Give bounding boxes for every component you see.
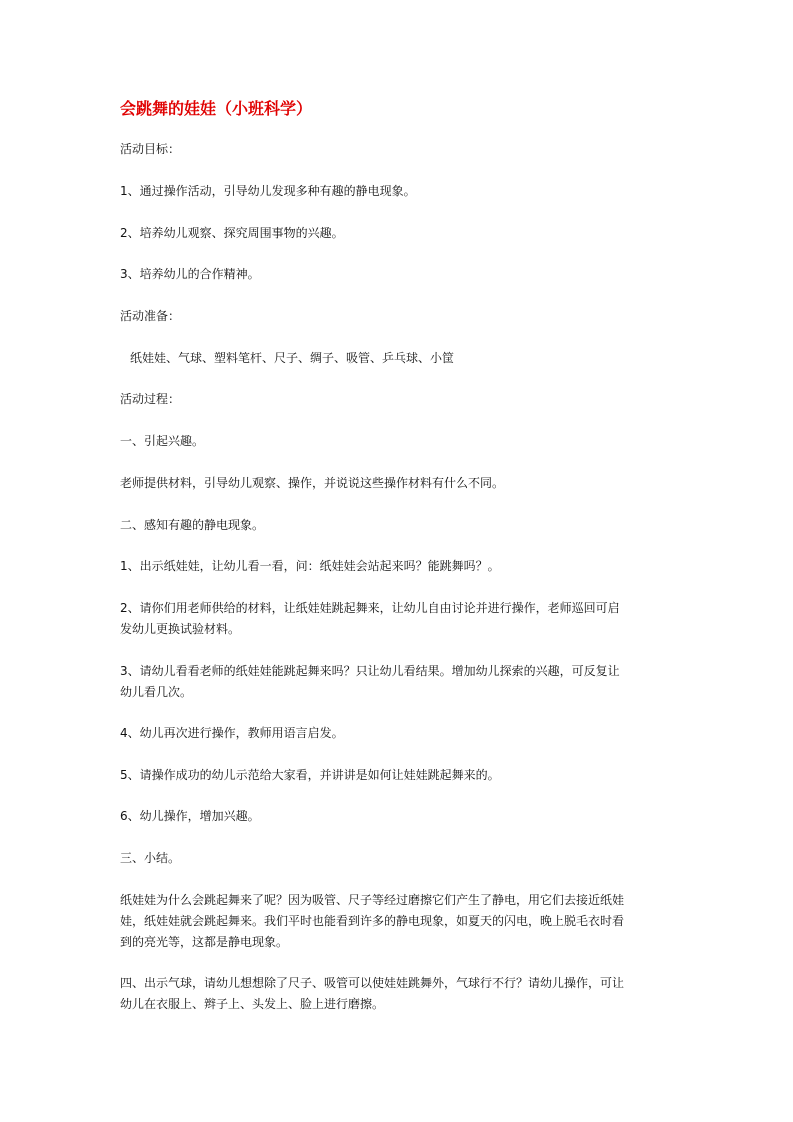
- section-2-step-6: 6、幼儿操作，增加兴趣。: [120, 809, 260, 823]
- section-3-text-line-1: 纸娃娃为什么会跳起舞来了呢？因为吸管、尺子等经过磨擦它们产生了静电，用它们去接近纸娃: [120, 893, 625, 907]
- section-2-step-2-line-1: 2、请你们用老师供给的材料，让纸娃娃跳起舞来，让幼儿自由讨论并进行操作，老师巡回可启: [120, 601, 620, 615]
- objective-item-2: 2、培养幼儿观察、探究周围事物的兴趣。: [120, 226, 344, 240]
- section-4-text-line-2: 幼儿在衣服上、辫子上、头发上、脸上进行磨擦。: [120, 997, 385, 1011]
- section-1-heading: 一、引起兴趣。: [120, 434, 205, 448]
- section-3-heading: 三、小结。: [120, 851, 181, 865]
- section-2-heading: 二、感知有趣的静电现象。: [120, 518, 265, 532]
- section-2-step-2-line-2: 发幼儿更换试验材料。: [120, 622, 241, 636]
- section-2-step-5: 5、请操作成功的幼儿示范给大家看，并讲讲是如何让娃娃跳起舞来的。: [120, 768, 500, 782]
- objective-item-3: 3、培养幼儿的合作精神。: [120, 267, 260, 281]
- preparation-heading: 活动准备：: [120, 309, 181, 323]
- section-2-step-3-line-1: 3、请幼儿看看老师的纸娃娃能跳起舞来吗？只让幼儿看结果。增加幼儿探索的兴趣，可反复让: [120, 664, 620, 678]
- section-4-text-line-1: 四、出示气球，请幼儿想想除了尺子、吸管可以使娃娃跳舞外，气球行不行？请幼儿操作，可让: [120, 976, 625, 990]
- section-1-text: 老师提供材料，引导幼儿观察、操作，并说说这些操作材料有什么不同。: [120, 476, 505, 490]
- section-2-step-1: 1、出示纸娃娃，让幼儿看一看，问：纸娃娃会站起来吗？能跳舞吗？。: [120, 559, 500, 573]
- process-heading: 活动过程：: [120, 392, 181, 406]
- section-3-text-line-3: 到的亮光等，这都是静电现象。: [120, 935, 289, 949]
- preparation-materials: 纸娃娃、气球、塑料笔杆、尺子、绸子、吸管、乒乓球、小筐: [130, 351, 455, 365]
- objectives-heading: 活动目标：: [120, 142, 181, 156]
- objective-item-1: 1、通过操作活动，引导幼儿发现多种有趣的静电现象。: [120, 184, 416, 198]
- section-2-step-3-line-2: 幼儿看几次。: [120, 685, 193, 699]
- document-title: 会跳舞的娃娃（小班科学）: [120, 99, 313, 118]
- section-2-step-4: 4、幼儿再次进行操作，教师用语言启发。: [120, 726, 344, 740]
- section-3-text-line-2: 娃，纸娃娃就会跳起舞来。我们平时也能看到许多的静电现象，如夏天的闪电，晚上脱毛衣时看: [120, 914, 625, 928]
